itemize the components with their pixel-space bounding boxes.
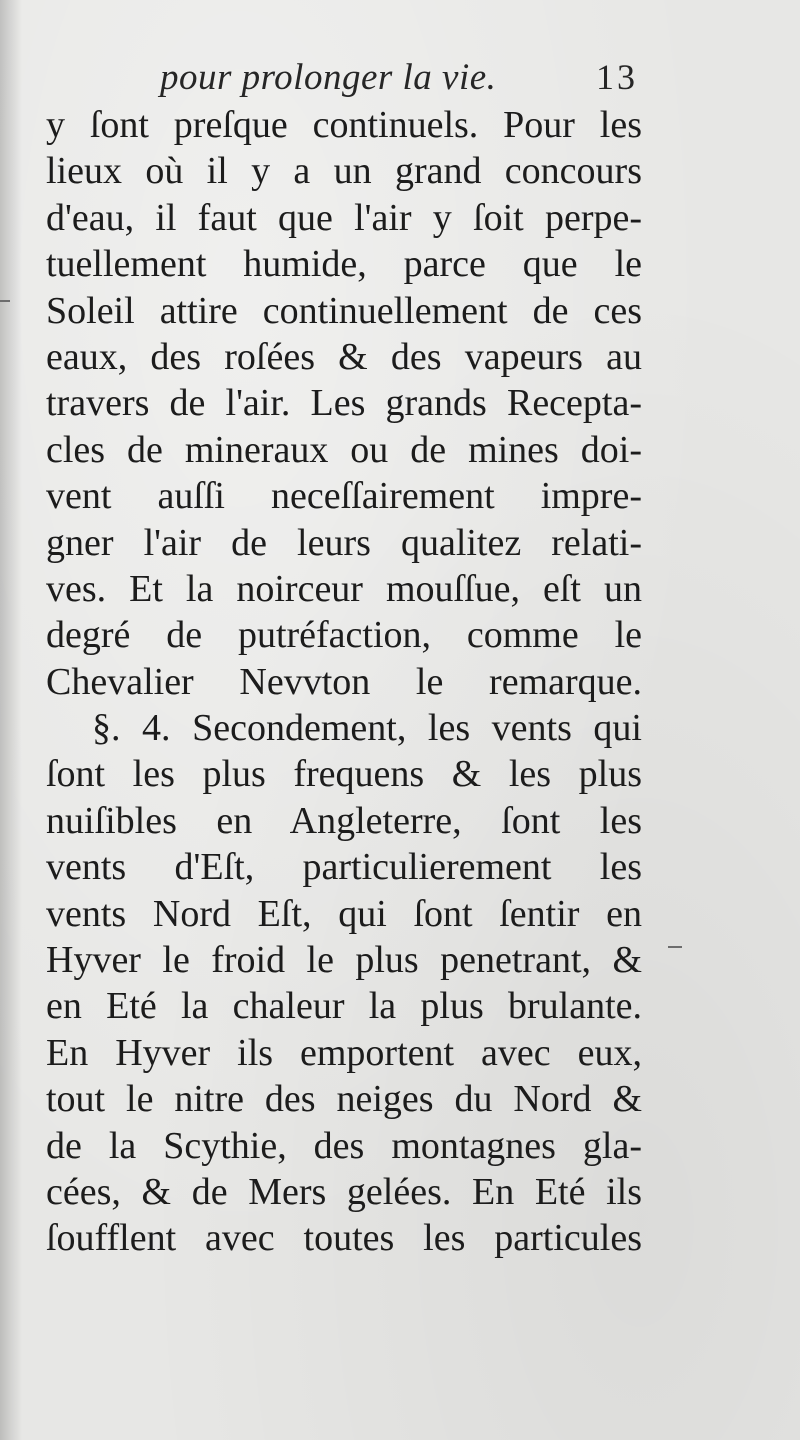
text-line: y ſont preſque continuels. Pour les (46, 104, 642, 146)
text-line: tout le nitre des neiges du Nord & (46, 1078, 642, 1121)
text-line: tuellement humide, parce que le (46, 243, 642, 286)
text-line: §. 4. Secondement, les vents qui (92, 707, 642, 750)
text-line: d'eau, il faut que l'air y ſoit perpe- (46, 196, 642, 239)
body-text (46, 102, 642, 1262)
running-title: pour prolonger la vie. (160, 57, 497, 98)
text-line: eaux, des roſées & des vapeurs au (46, 335, 642, 378)
text-line: ſoufflent avec toutes les particules (46, 1217, 642, 1260)
text-line: En Hyver ils emportent avec eux, (46, 1031, 642, 1074)
text-line: degré de putréfaction, comme le (46, 614, 642, 657)
text-line: travers de l'air. Les grands Recepta- (46, 382, 642, 425)
margin-mark-right (668, 946, 682, 948)
text-line: nuiſibles en Angleterre, ſont les (46, 799, 642, 842)
text-line: ves. Et la noirceur mouſſue, eſt un (46, 567, 642, 610)
text-line: en Eté la chaleur la plus brulante. (46, 985, 642, 1028)
running-head (0, 56, 800, 106)
page-gutter-shadow (0, 0, 22, 1440)
text-line: cées, & de Mers gelées. En Eté ils (46, 1170, 642, 1213)
text-line: vents d'Eſt, particulierement les (46, 846, 642, 889)
text-line: vent auſſi neceſſairement impre- (46, 475, 642, 518)
text-line: Chevalier Nevvton le remarque. (46, 660, 642, 703)
text-line: vents Nord Eſt, qui ſont ſentir en (46, 892, 642, 935)
text-line: cles de mineraux ou de mines doi- (46, 428, 642, 471)
text-line: lieux où il y a un grand concours (46, 150, 642, 193)
text-line: de la Scythie, des montagnes gla- (46, 1124, 642, 1167)
page-number: 13 (596, 57, 638, 97)
text-line: Hyver le froid le plus penetrant, & (46, 939, 642, 982)
text-line: Soleil attire continuellement de ces (46, 289, 642, 332)
text-line: gner l'air de leurs qualitez relati- (46, 521, 642, 564)
text-line: ſont les plus frequens & les plus (46, 753, 642, 796)
margin-mark-left (0, 300, 10, 302)
